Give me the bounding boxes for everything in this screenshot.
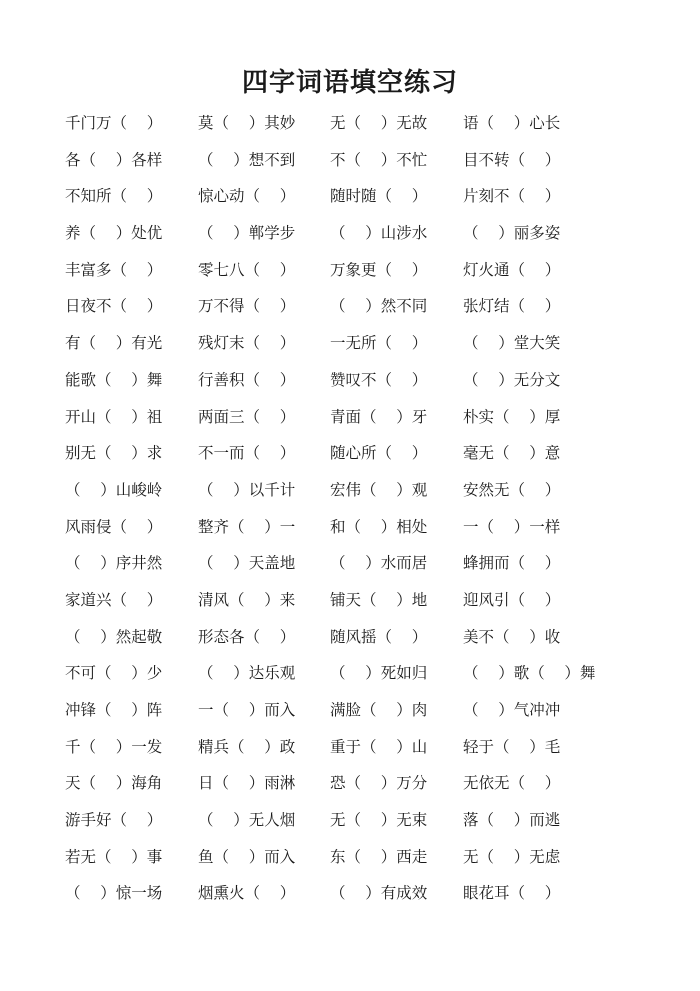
idiom-blank-item: 千（ ）一发 — [65, 737, 163, 756]
page-title: 四字词语填空练习 — [241, 68, 458, 98]
idiom-blank-item: 轻于（ ）毛 — [463, 737, 561, 756]
idiom-blank-item: 无（ ）无故 — [330, 114, 428, 132]
exercise-row — [65, 548, 665, 585]
idiom-blank-item: 莫（ ）其妙 — [198, 114, 296, 132]
idiom-blank-item: 残灯末（ ） — [198, 334, 296, 353]
exercise-row — [65, 512, 665, 549]
idiom-blank-item: （ ）无分文 — [463, 370, 561, 389]
idiom-blank-item: （ ）山涉水 — [330, 224, 428, 243]
idiom-blank-item: 万象更（ ） — [330, 260, 428, 279]
idiom-blank-item: 开山（ ）祖 — [65, 407, 163, 426]
idiom-blank-item: （ ）序井然 — [65, 554, 163, 573]
exercise-row — [65, 695, 665, 732]
exercise-row — [65, 255, 665, 292]
idiom-blank-item: （ ）堂大笑 — [463, 334, 561, 353]
idiom-blank-item: 冲锋（ ）阵 — [65, 701, 163, 719]
idiom-blank-item: 有（ ）有光 — [65, 334, 163, 353]
idiom-blank-item: 蜂拥而（ ） — [463, 554, 561, 573]
idiom-blank-item: 无（ ）无虑 — [463, 847, 561, 866]
idiom-blank-item: 美不（ ）收 — [463, 627, 561, 646]
idiom-blank-item: 一（ ）而入 — [198, 701, 296, 719]
idiom-blank-item: 风雨侵（ ） — [65, 517, 163, 536]
idiom-blank-item: 语（ ）心长 — [463, 114, 561, 132]
idiom-blank-item: 灯火通（ ） — [463, 260, 561, 279]
idiom-blank-item: 随心所（ ） — [330, 444, 428, 463]
idiom-blank-item: 形态各（ ） — [198, 627, 296, 646]
exercise-row — [65, 585, 665, 622]
idiom-blank-item: 整齐（ ）一 — [198, 517, 296, 536]
idiom-blank-item: 青面（ ）牙 — [330, 407, 428, 426]
idiom-blank-item: （ ）有成效 — [330, 884, 428, 903]
exercise-grid — [65, 108, 665, 915]
idiom-blank-item: （ ）丽多姿 — [463, 224, 561, 243]
idiom-blank-item: （ ）然起敬 — [65, 627, 163, 646]
idiom-blank-item: 片刻不（ ） — [463, 187, 561, 206]
idiom-blank-item: （ ）山峻岭 — [65, 480, 163, 499]
idiom-blank-item: （ ）想不到 — [198, 150, 296, 169]
idiom-blank-item: 日（ ）雨淋 — [198, 774, 296, 793]
exercise-row — [65, 291, 665, 328]
idiom-blank-item: 零七八（ ） — [198, 260, 296, 279]
idiom-blank-item: 恐（ ）万分 — [330, 774, 428, 793]
idiom-blank-item: （ ）达乐观 — [198, 664, 296, 683]
idiom-blank-item: 两面三（ ） — [198, 407, 296, 426]
idiom-blank-item: 随风摇（ ） — [330, 627, 428, 646]
exercise-row — [65, 878, 665, 915]
idiom-blank-item: 不知所（ ） — [65, 187, 163, 206]
idiom-blank-item: 若无（ ）事 — [65, 847, 163, 866]
idiom-blank-item: 一（ ）一样 — [463, 517, 561, 536]
idiom-blank-item: 无（ ）无束 — [330, 811, 428, 830]
idiom-blank-item: 鱼（ ）而入 — [198, 847, 296, 866]
idiom-blank-item: 目不转（ ） — [463, 150, 561, 169]
idiom-blank-item: （ ）气冲冲 — [463, 701, 561, 719]
idiom-blank-item: （ ）歌（ ）舞 — [463, 664, 596, 683]
idiom-blank-item: 不一而（ ） — [198, 444, 296, 463]
idiom-blank-item: 游手好（ ） — [65, 811, 163, 830]
idiom-blank-item: 清风（ ）来 — [198, 590, 296, 609]
idiom-blank-item: 天（ ）海角 — [65, 774, 163, 793]
idiom-blank-item: 无依无（ ） — [463, 774, 561, 793]
idiom-blank-item: 丰富多（ ） — [65, 260, 163, 279]
exercise-row — [65, 732, 665, 769]
idiom-blank-item: 铺天（ ）地 — [330, 590, 428, 609]
idiom-blank-item: 别无（ ）求 — [65, 444, 163, 463]
idiom-blank-item: （ ）天盖地 — [198, 554, 296, 573]
exercise-row — [65, 842, 665, 879]
idiom-blank-item: 惊心动（ ） — [198, 187, 296, 206]
idiom-blank-item: 满脸（ ）肉 — [330, 701, 428, 719]
idiom-blank-item: 日夜不（ ） — [65, 297, 163, 316]
idiom-blank-item: （ ）以千计 — [198, 480, 296, 499]
exercise-row — [65, 145, 665, 182]
idiom-blank-item: （ ）死如归 — [330, 664, 428, 683]
idiom-blank-item: 眼花耳（ ） — [463, 884, 561, 903]
idiom-blank-item: 不（ ）不忙 — [330, 150, 428, 169]
idiom-blank-item: 精兵（ ）政 — [198, 737, 296, 756]
idiom-blank-item: 重于（ ）山 — [330, 737, 428, 756]
idiom-blank-item: 和（ ）相处 — [330, 517, 428, 536]
idiom-blank-item: 东（ ）西走 — [330, 847, 428, 866]
idiom-blank-item: （ ）无人烟 — [198, 811, 296, 830]
exercise-row — [65, 438, 665, 475]
idiom-blank-item: （ ）惊一场 — [65, 884, 163, 903]
idiom-blank-item: 万不得（ ） — [198, 297, 296, 316]
idiom-blank-item: 朴实（ ）厚 — [463, 407, 561, 426]
exercise-row — [65, 475, 665, 512]
idiom-blank-item: 张灯结（ ） — [463, 297, 561, 316]
idiom-blank-item: 能歌（ ）舞 — [65, 370, 163, 389]
idiom-blank-item: （ ）郸学步 — [198, 224, 296, 243]
idiom-blank-item: 一无所（ ） — [330, 334, 428, 353]
idiom-blank-item: 行善积（ ） — [198, 370, 296, 389]
idiom-blank-item: （ ）水而居 — [330, 554, 428, 573]
idiom-blank-item: 毫无（ ）意 — [463, 444, 561, 463]
idiom-blank-item: 家道兴（ ） — [65, 590, 163, 609]
idiom-blank-item: 落（ ）而逃 — [463, 811, 561, 830]
exercise-row — [65, 658, 665, 695]
idiom-blank-item: 养（ ）处优 — [65, 224, 163, 243]
exercise-row — [65, 365, 665, 402]
exercise-row — [65, 402, 665, 439]
exercise-row — [65, 328, 665, 365]
idiom-blank-item: 安然无（ ） — [463, 480, 561, 499]
idiom-blank-item: 宏伟（ ）观 — [330, 480, 428, 499]
exercise-row — [65, 108, 665, 145]
idiom-blank-item: 随时随（ ） — [330, 187, 428, 206]
idiom-blank-item: 赞叹不（ ） — [330, 370, 428, 389]
idiom-blank-item: 迎风引（ ） — [463, 590, 561, 609]
exercise-row — [65, 218, 665, 255]
exercise-row — [65, 181, 665, 218]
exercise-row — [65, 805, 665, 842]
idiom-blank-item: 烟熏火（ ） — [198, 884, 296, 903]
exercise-row — [65, 768, 665, 805]
exercise-row — [65, 622, 665, 659]
idiom-blank-item: 各（ ）各样 — [65, 150, 163, 169]
idiom-blank-item: 千门万（ ） — [65, 114, 163, 132]
idiom-blank-item: （ ）然不同 — [330, 297, 428, 316]
idiom-blank-item: 不可（ ）少 — [65, 664, 163, 683]
